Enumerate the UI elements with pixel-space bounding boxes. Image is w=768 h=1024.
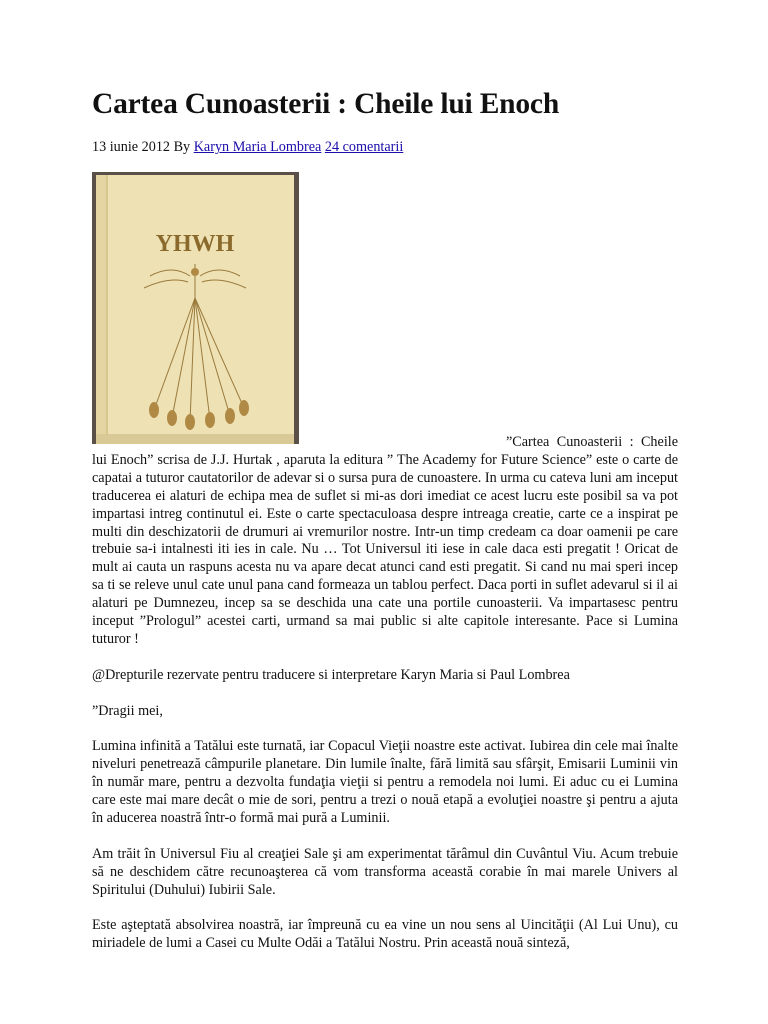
- comments-link[interactable]: 24 comentarii: [324, 139, 404, 155]
- paragraph-1: Lumina infinită a Tatălui este turnată, iar Copacul Vieţii noastre este activat. Iubirea din cele mai înalte niveluri penetrează câmpurile planetare. Din lumile înalte, fără limită sau sfârşit, Emisarii Luminii vin în număr mare, pentru a dezvolta fundaţia vieţii si pentru a remodela noi lumi. Ei aduc cu ei Lumina care este mai mare decât o mie de sori, pentru a trezi o nouă etapă a evoluţiei noastre şi pentru a ajuta în aducerea noastră într-o formă mai pură a Luminii.: [92, 738, 678, 826]
- post-meta: [92, 138, 678, 156]
- article-container: [92, 84, 678, 971]
- article-body: [92, 172, 678, 953]
- article-title: Cartea Cunoasterii : Cheile lui Enoch: [92, 88, 560, 120]
- cover-title: YHWH: [155, 231, 235, 257]
- paragraph-3: Este aşteptată absolvirea noastră, iar împreună cu ea vine un nou sens al Uincităţii (Al Lui Unu), cu miriadele de lumi a Casei cu Multe Odăi a Tatălui Nostru. Prin această nouă sinteză,: [92, 917, 678, 952]
- post-date: 13 iunie 2012: [92, 139, 171, 155]
- by-label: By: [173, 139, 191, 155]
- greeting: ”Dragii mei,: [92, 702, 163, 719]
- rights-notice: @Drepturile rezervate pentru traducere si interpretare Karyn Maria si Paul Lombrea: [92, 666, 570, 683]
- intro-paragraph: ”Cartea Cunoasterii : Cheile lui Enoch” scrisa de J.J. Hurtak , aparuta la editura ” The Academy for Future Science” este o carte de capatai a tuturor cautatorilor de adevar si o sursa pura de cunoastere. In urma cu cateva luni am inceput traducerea ei alaturi de echipa mea de suflet si mi-as dori imediat ce acest lucru este posibil sa va pot impartasi intreg continutul ei. Este o carte spectaculoasa despre intreaga creatie, carte ce a inspirat pe multi din deschizatorii de drumuri ai vremurilor nostre. Intr-un timp credeam ca doar oamenii pe care trebuie sa-i intalnesti iti ies in cale. Nu … Tot Universul iti iese in cale daca esti pregatit ! Oricat de mult ai cauta un raspuns acesta nu va apare decat atunci cand esti pregatit. Si cand nu mai speri incep sa ti se releve unul cate unul pana cand formeaza un tablou perfect. Daca porti in suflet adevarul si il ai alaturi pe Dumnezeu, incep sa se deschida una cate una portile cunoasterii. Va impartasesc pentru inceput ”Prologul” acestei carti, urmand sa mai public si alte capitole interesante. Pace si Lumina tuturor !: [92, 434, 678, 647]
- author-link[interactable]: Karyn Maria Lombrea: [193, 139, 322, 155]
- paragraph-2: Am trăit în Universul Fiu al creaţiei Sale şi am experimentat tărâmul din Cuvântul Viu. Acum trebuie să ne deschidem către recunoaşterea că vom transforma această corabie în mai marele Univers al Spiritului (Duhului) Iubirii Sale.: [92, 845, 678, 898]
- book-cover-image: [92, 172, 299, 444]
